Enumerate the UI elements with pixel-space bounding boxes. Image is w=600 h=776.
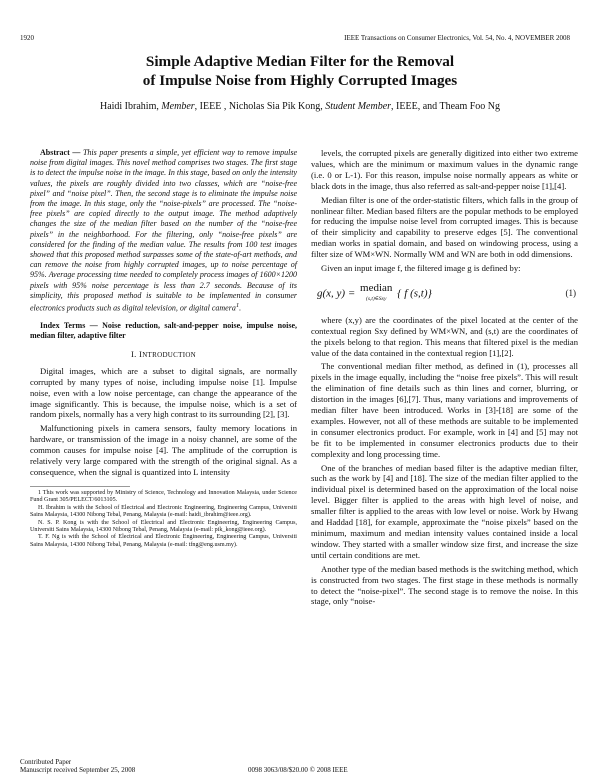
footnote: 1 This work was supported by Ministry of Science, Technology and Innovation Malaysia, under Science Fund Grant 305/PELECT/6013105. (30, 489, 297, 504)
body-paragraph: Median filter is one of the order-statistic filters, which falls in the group of nonlinear filter. Median based filters are the popular methods to be employed for reducing the impulse noise level from corrupted images. This is because of their simplicity and capability to preserve edges [5]. The conventional median works in spatial domain, and based on windowing process, using a filter size of WM×WN. Normally WM and WN are both in odd dimensions. (311, 194, 578, 260)
median-operator (360, 283, 392, 305)
body-paragraph: One of the branches of median based filter is the adaptive median filter, such as the work by [4] and [18]. The size of the median filter applied to the individual pixel is determined based on the approximation of the local noise level. Bigger filter is applied to the areas with high level of noise, and smaller filter is applied to the areas with low level or noise. Work by Hwang and Haddad [18], for example, approximate the “noise pixels” based on the minimum, maximum and median intensity values contained inside a local window. They started with a smaller window size first, and increase the size until certain conditions are met. (311, 462, 578, 560)
page-number: 1920 (20, 34, 34, 42)
equation-body (311, 283, 432, 305)
body-paragraph: Another type of the median based methods is the switching method, which is constructed from two stages. The first stage in these methods is normally to detect the “noise-pixel”. The second stage is to remove the noise. In this stage, only “noise- (311, 563, 578, 607)
footnotes (30, 490, 297, 549)
author-1-role: Member (161, 101, 195, 112)
body-paragraph: levels, the corrupted pixels are generally digitized into either two extreme values, which are the minimum or maximum values in the dynamic range (i.e. 0 or L-1). For this reason, impulse noise normally appears as white or black dots in the image, thus also referred as salt-and-pepper noise [1],[4]. (311, 148, 578, 191)
abstract-label: Abstract — (40, 148, 81, 157)
body-paragraph: where (x,y) are the coordinates of the pixel located at the center of the contextual region Sxy defined by WM×WN, and (s,t) are the coordinates of the pixels belong to that region. This means that filtered pixel is the median value of the data contained in the contextual region [1],[2]. (311, 314, 578, 358)
author-2-role: Student Member (325, 101, 392, 112)
manuscript-received: Manuscript received September 25, 2008 (20, 766, 136, 775)
author-2-org: , IEEE, (391, 101, 421, 112)
paper-title (40, 52, 560, 90)
equation-lhs: g(x, y) = (317, 287, 359, 300)
title-line-1: Simple Adaptive Median Filter for the Removal (145, 53, 455, 70)
author-1-org: , IEEE , (194, 101, 229, 112)
abstract-text: This paper presents a simple, yet efficient way to remove impulse noise from digital images. This novel method comprises two stages. The first stage is to detect the impulse noise in the image. In this stage, based on only the intensity values, the pixels are roughly divided into two classes, which are “noise-free pixel” and “noise pixel”. Then, the second stage is to eliminate the impulse noise from the image. In this stage, only the “noise-pixels” are processed. The “noise-free pixels” are copied directly to the output image. The method adaptively changes the size of the median filter based on the number of the “noise-free pixels” in the neighborhood. For the filtering, only “noise-free pixels” are considered for the finding of the median value. The results from 100 test images showed that this proposed method surpasses some of the state-of-art methods, and can remove the noise from highly corrupted images, up to noise percentage of 95%. Average processing time needed to completely process images of 1600×1200 pixels with 95% noise percentage is less than 2.7 seconds. Because of its simplicity, this proposed method is suitable to be implemented in consumer electronics products such as digital television, or digital camera (30, 148, 297, 313)
right-paragraphs-before-equation (311, 148, 578, 274)
section-heading (30, 349, 297, 361)
right-column (311, 148, 578, 610)
section-first-letter: I (139, 348, 143, 359)
journal-header: IEEE Transactions on Consumer Electronics, Vol. 54, No. 4, NOVEMBER 2008 (344, 34, 570, 42)
abstract-end: . (239, 303, 242, 313)
author-3-name: and Theam Foo Ng (420, 101, 501, 112)
body-paragraph: Malfunctioning pixels in camera sensors, faulty memory locations in hardware, or transmission of the image in a noisy channel, are some of the common causes for impulse noise [4]. The amplitude of the corruption is relatively very large compared with the strength of the original signal. As a consequence, when the signal is quantized into L intensity (30, 423, 297, 477)
copyright-line: 0098 3063/08/$20.00 © 2008 IEEE (248, 766, 348, 774)
body-paragraph: Given an input image f, the filtered image g is defined by: (321, 263, 521, 274)
footnote: H. Ibrahim is with the School of Electrical and Electronic Engineering, Engineering Campus, Universiti Sains Malaysia, 14300 Nibong Tebal, Penang, Malaysia (e-mail: haidi_ibrahim@ieee.org). (30, 504, 297, 519)
equation-rhs: { f (s,t)} (397, 287, 432, 300)
abstract (30, 148, 297, 314)
abstract-footnote-mark: 1 (235, 302, 240, 310)
body-paragraph: The conventional median filter method, as defined in (1), processes all pixels in the image equally, including the “noise free pixels”. This will result the elimination of fine details such as thin lines and corner, blurring, or distortion in the images [6],[7]. Thus, many variations and improvements of median filter have been introduced. Works in [3]-[18] are some of the examples. However, not all of these methods are suitable to be implemented in consumer electronics product. For example, work in [4] and [5] may not be fit to be implemented in consumer electronics products due to their complexity and long processing time. (311, 361, 578, 459)
left-paragraphs (30, 366, 297, 478)
index-terms: Index Terms — Noise reduction, salt-and-pepper noise, impulse noise, median filter, adaptive filter (30, 320, 297, 340)
footer-left (20, 758, 135, 775)
author-1-name: Haidi Ibrahim, (99, 101, 159, 112)
equation-1 (311, 283, 578, 305)
section-title-rest: NTRODUCTION (142, 350, 197, 359)
title-line-2: of Impulse Noise from Highly Corrupted Images (142, 72, 458, 89)
contributed-paper-label: Contributed Paper (20, 758, 72, 766)
left-column (30, 148, 297, 549)
footnote: N. S. P. Kong is with the School of Electrical and Electronic Engineering, Engineering Campus, Universiti Sains Malaysia, 14300 Nibong Tebal, Penang, Malaysia (e-mail: pik_kong@ieee.org). (30, 519, 297, 533)
body-paragraph: Digital images, which are a subset to digital signals, are normally corrupted by many types of noise, including impulse noise [1]. Impulse noise, even with a low noise percentage, can change the appearance of the image significantly. This is because, the impulse noise, which is a set of random pixels, normally has a very high contrast to its surrounding [2], [3]. (30, 365, 297, 420)
median-op-label: median (360, 281, 393, 294)
section-number: I. (130, 348, 140, 359)
right-paragraphs-after-equation (311, 315, 578, 608)
footnote: T. F. Ng is with the School of Electrical and Electronic Engineering, Engineering Campus, Universiti Sains Malaysia, 14300 Nibong Tebal, Penang, Malaysia (e-mail: tfng@eng.usm.my). (30, 534, 297, 548)
author-2-name: Nicholas Sia Pik Kong, (228, 101, 323, 112)
author-list (20, 101, 580, 113)
equation-number: (1) (565, 288, 576, 299)
median-subscript: (s,t)∈Sxy (366, 295, 387, 302)
